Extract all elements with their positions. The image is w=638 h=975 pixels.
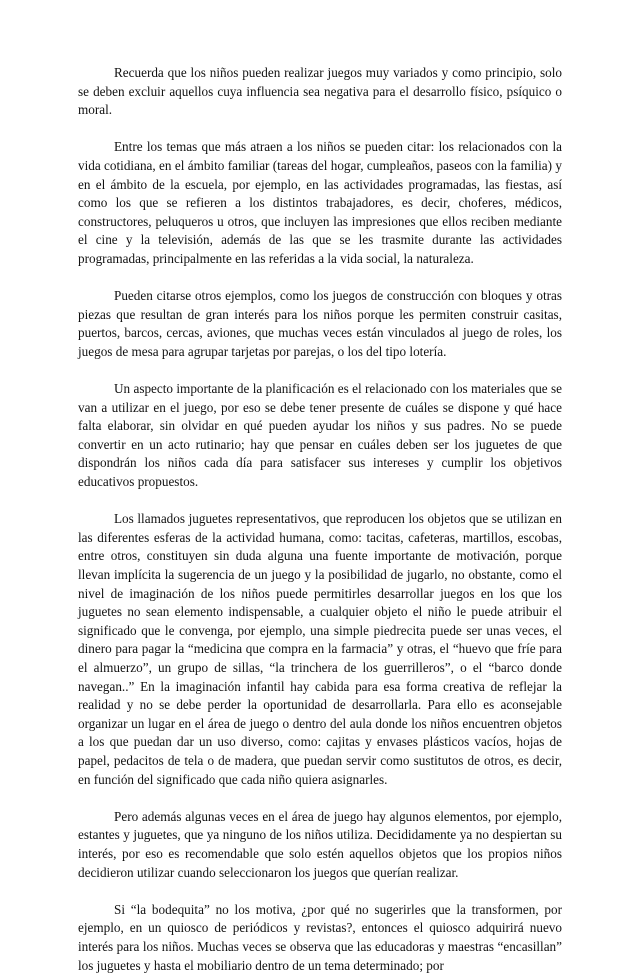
paragraph-1: Recuerda que los niños pueden realizar juegos muy variados y como principio, solo se deben excluir aquellos cuya influencia sea negativa para el desarrollo físico, psíquico o moral.: [78, 65, 562, 118]
paragraph-7: Si “la bodequita” no los motiva, ¿por qué no sugerirles que la transformen, por ejemplo, en un quiosco de periódicos y revistas?, entonces el quiosco adquirirá nuevo interés para los niños. Muchas veces se observa que las educadoras y maestras “encasillan” los juguetes y hasta el mobiliario dentro de un tema determinado; por: [78, 901, 562, 973]
paragraph-6: Pero además algunas veces en el área de juego hay algunos elementos, por ejemplo, estantes y juguetes, que ya ninguno de los niños utiliza. Decididamente ya no despiertan su interés, por eso es recomendable que solo estén aquellos objetos que los propios niños decidieron utilizar cuando seleccionaron los juegos que querían realizar.: [78, 808, 562, 880]
paragraph-5: Los llamados juguetes representativos, que reproducen los objetos que se utilizan en las diferentes esferas de la actividad humana, como: tacitas, cafeteras, martillos, escobas, entre otros, constituyen sin duda alguna una fuente importante de motivación, porque llevan implícita la sugerencia de un juego y la posibilidad de jugarlo, no obstante, como el nivel de imaginación de los niños puede permitirles desarrollar juegos en los que los juguetes no sean elemento indispensable, a cualquier objeto el niño le puede atribuir el significado que le convenga, por ejemplo, una simple piedrecita puede ser unas veces, el dinero para pagar la “medicina que compra en la farmacia” y otras, el “huevo que fríe para el almuerzo”, un grupo de sillas, “la trinchera de los guerrilleros”, o el “barco donde navegan..” En la imaginación infantil hay cabida para esa forma creativa de reflejar la realidad y no se debe perder la oportunidad de desarrollarla. Para ello es aconsejable organizar un lugar en el área de juego o dentro del aula donde los niños encuentren objetos a los que puedan dar un uso diverso, como: cajitas y envases plásticos vacíos, hojas de papel, pedacitos de tela o de madera, que puedan servir como sustitutos de otros, es decir, en función del significado que cada niño quiera asignarles.: [78, 511, 562, 787]
paragraph-4: Un aspecto importante de la planificación es el relacionado con los materiales que se van a utilizar en el juego, por eso se debe tener presente de cuáles se dispone y qué hace falta elaborar, sin olvidar en qué pueden ayudar los niños y sus padres. No se puede convertir en un acto rutinario; hay que pensar en cuáles deben ser los juguetes de que dispondrán los niños cada día para satisfacer sus intereses y cumplir los objetivos educativos propuestos.: [78, 381, 562, 490]
paragraph-3: Pueden citarse otros ejemplos, como los juegos de construcción con bloques y otras piezas que resultan de gran interés para los niños porque les permiten construir casitas, puertos, barcos, cercas, aviones, que muchas veces están vinculados al juego de roles, los juegos de mesa para agrupar tarjetas por parejas, o los del tipo lotería.: [78, 288, 562, 359]
paragraph-2: Entre los temas que más atraen a los niños se pueden citar: los relacionados con la vida cotidiana, en el ámbito familiar (tareas del hogar, cumpleaños, paseos con la familia) y en el ámbito de la escuela, por ejemplo, en las actividades programadas, las fiestas, así como los que se refieren a los distintos trabajadores, es decir, choferes, médicos, constructores, peluqueros u otros, que incluyen las impresiones que ellos reciben mediante el cine y la televisión, además de las que se les trasmite durante las actividades programadas, principalmente en las referidas a la vida social, la naturaleza.: [78, 139, 562, 266]
document-page: [78, 64, 562, 975]
